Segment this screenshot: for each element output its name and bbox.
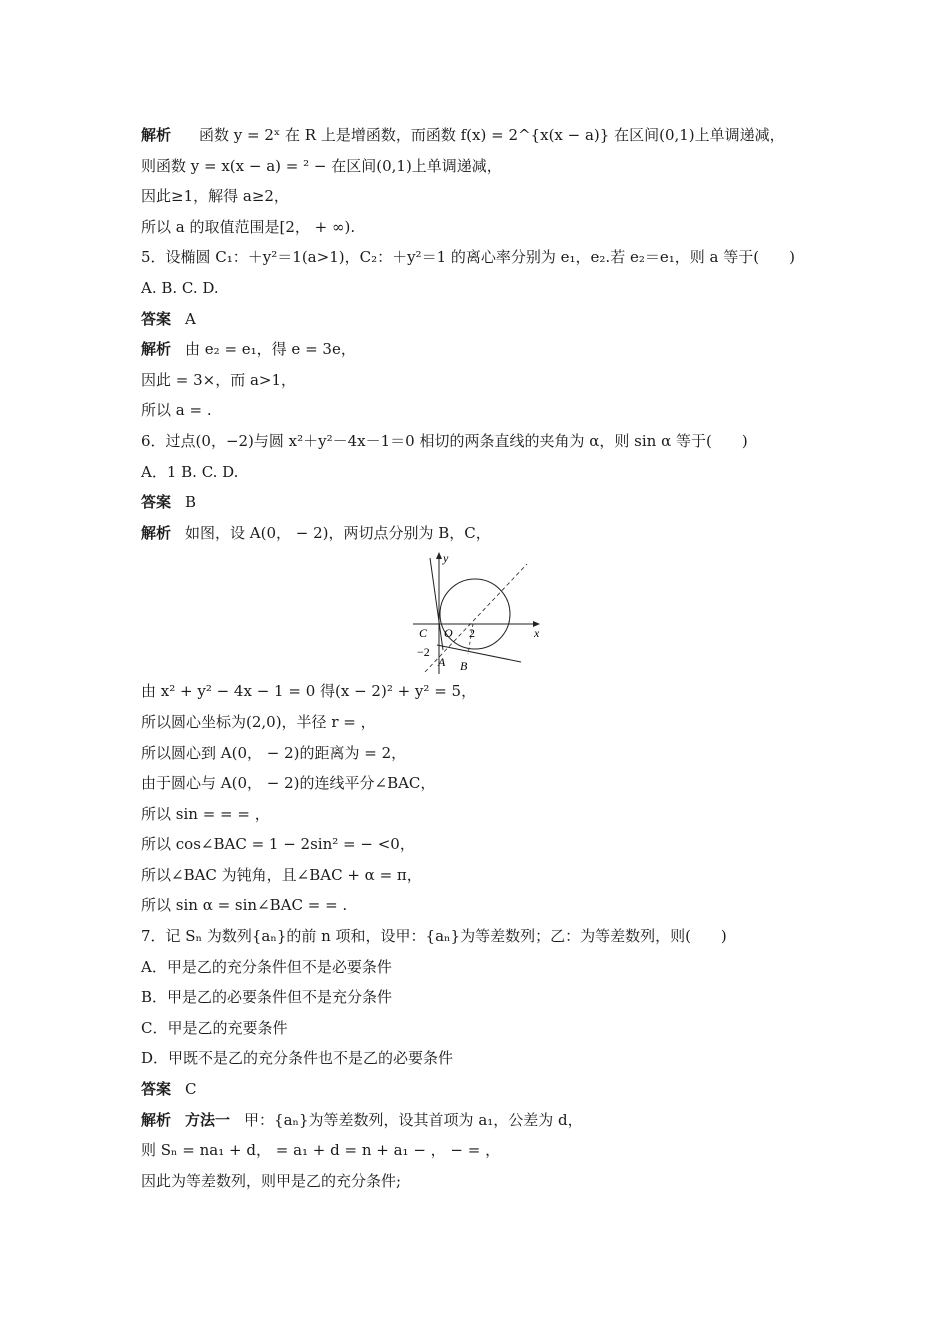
text-line: 由 x² + y² − 4x − 1 = 0 得(x − 2)² + y² = 5， <box>141 682 477 701</box>
question-7: 7．记 Sₙ 为数列{aₙ}的前 n 项和，设甲：{aₙ}为等差数列；乙：为等差数列，则( ) <box>141 927 727 946</box>
label-jiexi: 解析 <box>141 1110 172 1129</box>
label-x: x <box>534 626 540 641</box>
option-d: D．甲既不是乙的充分条件也不是乙的必要条件 <box>141 1049 454 1068</box>
answer-7 <box>141 1074 821 1105</box>
label-jiexi: 解析 <box>141 126 172 144</box>
label-daan: 答案 <box>141 309 172 328</box>
text-line: 则函数 y = x(x − a) = ² − 在区间(0,1)上单调递减， <box>141 156 502 175</box>
label-neg-two: −2 <box>417 645 430 660</box>
text-line: 所以∠BAC 为钝角，且∠BAC + α = π， <box>141 865 422 884</box>
label-jiexi: 解析 <box>141 523 172 542</box>
document-body <box>141 120 821 1196</box>
option-a: A．甲是乙的充分条件但不是必要条件 <box>141 957 392 976</box>
circle-tangent-figure <box>141 548 821 676</box>
label-c: C <box>419 626 428 641</box>
text-line <box>141 1105 821 1136</box>
text-line <box>141 120 821 151</box>
answer-5-value: A <box>185 309 196 328</box>
option-c: C．甲是乙的充要条件 <box>141 1018 288 1037</box>
question-6: 6．过点(0，−2)与圆 x²＋y²－4x－1＝0 相切的两条直线的夹角为 α，则 sin α 等于( ) <box>141 431 748 450</box>
answer-7-value: C <box>185 1080 197 1099</box>
label-y: y <box>443 551 449 566</box>
label-a: A <box>438 655 446 670</box>
text-line: 所以圆心坐标为(2,0)，半径 r = ， <box>141 712 376 731</box>
text-line: 因此≥1，解得 a≥2， <box>141 187 289 206</box>
label-b: B <box>460 659 468 674</box>
text-line: 所以 cos∠BAC = 1 − 2sin² = − <0， <box>141 835 415 854</box>
label-origin: O <box>444 626 453 641</box>
line-13-text: 如图，设 A(0， − 2)，两切点分别为 B，C， <box>185 523 491 542</box>
label-daan: 答案 <box>141 1080 172 1099</box>
option-b: B．甲是乙的必要条件但不是充分条件 <box>141 988 393 1007</box>
label-jiexi: 解析 <box>141 340 172 359</box>
answer-6-value: B <box>185 493 197 512</box>
label-daan: 答案 <box>141 493 172 512</box>
text-line: 则 Sₙ = na₁ + d， = a₁ + d = n + a₁ − ， − = ， <box>141 1141 501 1160</box>
tangent-line-ab <box>437 645 521 662</box>
text-line: 由于圆心与 A(0， − 2)的连线平分∠BAC， <box>141 774 436 793</box>
text-line: 因此 = 3×，而 a>1， <box>141 370 297 389</box>
text-line: 所以 sin = = = ， <box>141 804 270 823</box>
line-0-text: 函数 y = 2ˣ 在 R 上是增函数，而函数 f(x) = 2^{x(x − a)} 在区间(0,1)上单调递减， <box>199 126 785 144</box>
text-line: 所以圆心到 A(0， − 2)的距离为 = 2， <box>141 743 407 762</box>
text-line: 所以 a = . <box>141 401 212 420</box>
question-5-options: A. B. C. D. <box>141 278 219 297</box>
label-method-one: 方法一 <box>185 1110 231 1129</box>
label-two: 2 <box>469 626 475 641</box>
answer-5 <box>141 304 821 335</box>
line-28-text: 甲：{aₙ}为等差数列，设其首项为 a₁，公差为 d， <box>244 1110 583 1129</box>
y-axis-arrow <box>436 552 442 559</box>
text-line <box>141 334 821 365</box>
text-line: 因此为等差数列，则甲是乙的充分条件; <box>141 1171 402 1190</box>
answer-6 <box>141 487 821 518</box>
line-7-text: 由 e₂ = e₁，得 e = 3e， <box>185 340 356 359</box>
question-6-options: A．1 B. C. D. <box>141 462 239 481</box>
question-5: 5．设椭圆 C₁：＋y²＝1(a>1)，C₂：＋y²＝1 的离心率分别为 e₁，e₂.若 e₂＝e₁，则 a 等于( ) <box>141 248 795 267</box>
text-line <box>141 518 821 549</box>
figure-svg <box>403 550 563 676</box>
text-line: 所以 sin α = sin∠BAC = = . <box>141 896 348 915</box>
text-line: 所以 a 的取值范围是[2， + ∞). <box>141 217 356 236</box>
